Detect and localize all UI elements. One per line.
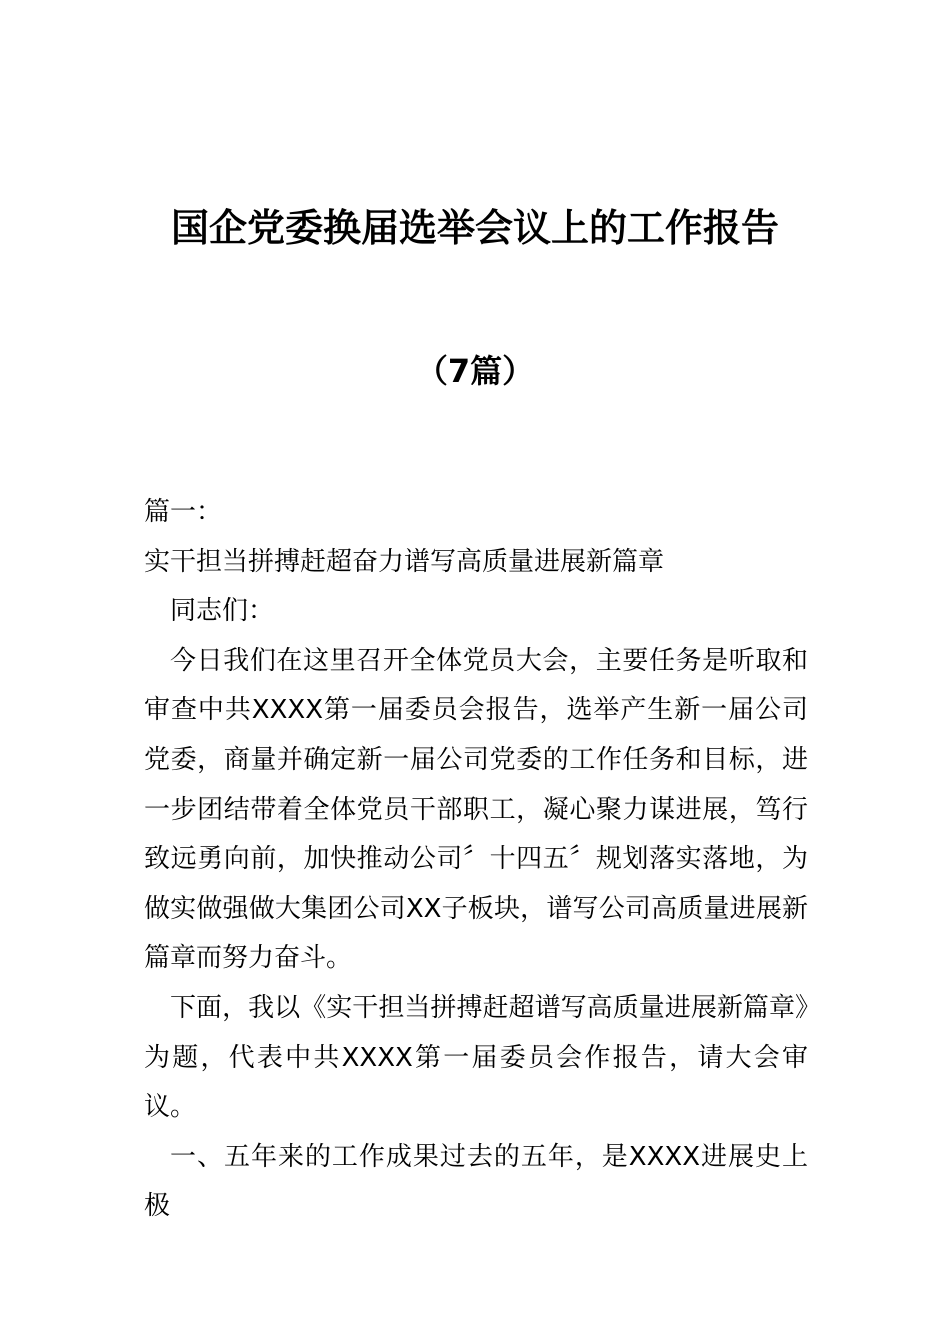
document-title: 国企党委换届选举会议上的工作报告	[170, 206, 779, 250]
section-title: 实干担当拼搏赶超奋力谱写高质量进展新篇章	[144, 546, 665, 577]
section-label: 篇一：	[144, 497, 223, 527]
salutation: 同志们：	[170, 596, 275, 627]
paragraph-1: 今日我们在这里召开全体党员大会，主要任务是听取和审查中共XXXX第一届委员会报告，选举产生新一届公司党委，商量并确定新一届公司党委的工作任务和目标，进一步团结带着全体党员干部职工，凝心聚力谋进展，笃行致远勇向前，加快推动公司〞十四五〞规划落实落地，为做实做强做大集团公司XX子板块，谱写公司高质量进展新篇章而努力奋斗。	[144, 645, 808, 974]
document-subtitle: （7篇）	[415, 352, 535, 390]
paragraph-2: 下面，我以《实干担当拼搏赶超谱写高质量进展新篇章》为题，代表中共XXXX第一届委员会作报告，请大会审议。	[144, 992, 808, 1123]
document-body	[144, 488, 808, 1232]
paragraph-3: 一、五年来的工作成果过去的五年，是XXXX进展史上极	[144, 1141, 808, 1222]
